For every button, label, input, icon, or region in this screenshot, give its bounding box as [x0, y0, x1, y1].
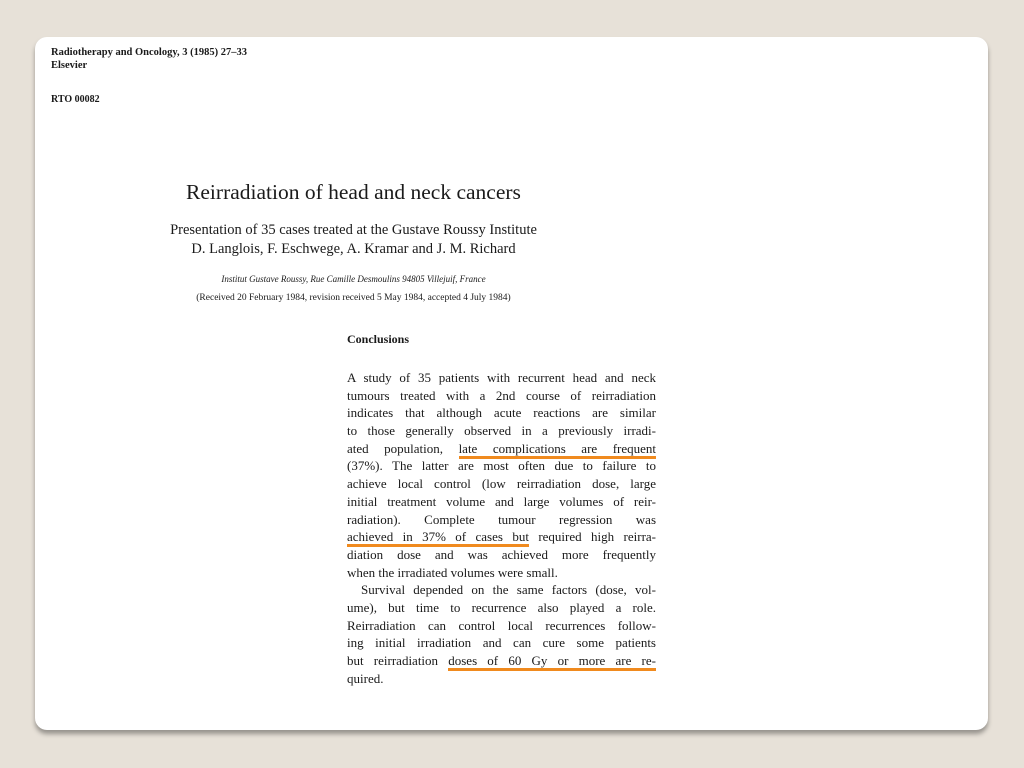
- body-line: [347, 528, 656, 546]
- highlight-dose-requirement: doses of 60 Gy or more are re-: [448, 653, 656, 671]
- body-line: Survival depended on the same factors (dose, vol-: [361, 582, 656, 598]
- highlight-regression-rate: achieved in 37% of cases but: [347, 529, 529, 547]
- article-authors: D. Langlois, F. Eschwege, A. Kramar and J. M. Richard: [191, 241, 516, 257]
- body-text: ated population,: [347, 440, 444, 456]
- article-affiliation: Institut Gustave Roussy, Rue Camille Desmoulins 94805 Villejuif, France: [221, 274, 486, 284]
- body-text: but reirradiation: [347, 653, 439, 668]
- body-line: ume), but time to recurrence also played a role.: [347, 599, 656, 615]
- slide-panel: [35, 37, 988, 730]
- body-line: A study of 35 patients with recurrent head and neck: [347, 370, 656, 385]
- conclusions-heading: Conclusions: [347, 332, 410, 346]
- body-line: radiation). Complete tumour regression was: [347, 511, 656, 527]
- conclusions-body: [347, 369, 656, 687]
- body-line: [347, 440, 656, 458]
- article-code: RTO 00082: [51, 94, 100, 105]
- body-text: required high reirra-: [538, 529, 656, 545]
- journal-citation: Radiotherapy and Oncology, 3 (1985) 27–33: [51, 47, 248, 58]
- article-received-dates: (Received 20 February 1984, revision received 5 May 1984, accepted 4 July 1984): [196, 293, 511, 303]
- body-line: to those generally observed in a previously irradi-: [347, 423, 656, 439]
- body-line: initial treatment volume and large volumes of reir-: [347, 493, 656, 509]
- body-line: tumours treated with a 2nd course of reirradiation: [347, 387, 656, 403]
- body-line: Reirradiation can control local recurrences follow-: [347, 617, 656, 633]
- body-line: ing initial irradiation and can cure some patients: [347, 635, 656, 651]
- article-title: Reirradiation of head and neck cancers: [186, 180, 521, 204]
- body-line: [347, 652, 656, 670]
- body-line: quired.: [347, 670, 384, 686]
- article-subtitle: Presentation of 35 cases treated at the Gustave Roussy Institute: [170, 222, 537, 238]
- highlight-late-complications: late complications are frequent: [459, 441, 656, 459]
- body-line: achieve local control (low reirradiation dose, large: [347, 476, 656, 492]
- body-line: when the irradiated volumes were small.: [347, 564, 558, 580]
- journal-header: [51, 46, 247, 72]
- body-line: indicates that although acute reactions are similar: [347, 405, 656, 421]
- body-line: (37%). The latter are most often due to failure to: [347, 458, 656, 474]
- body-line: diation dose and was achieved more frequently: [347, 546, 656, 562]
- journal-publisher: Elsevier: [51, 60, 88, 71]
